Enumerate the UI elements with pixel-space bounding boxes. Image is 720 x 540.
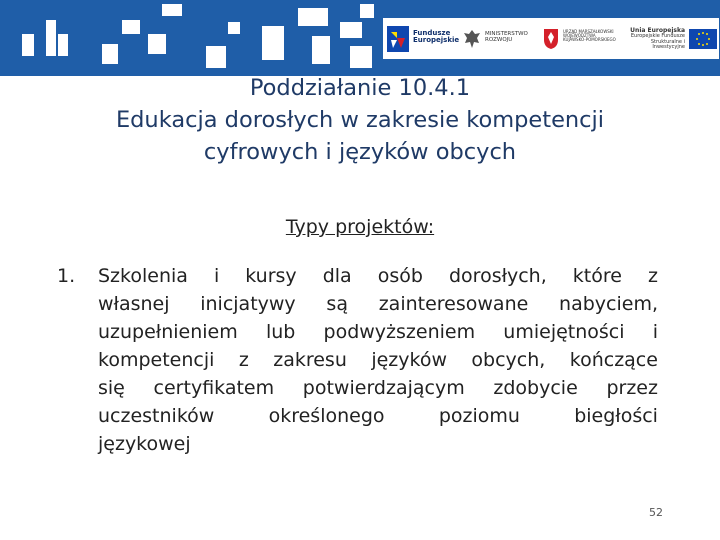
word: z (648, 265, 658, 287)
decor-square (102, 44, 118, 64)
word: kompetencji (98, 349, 215, 371)
word: certyfikatem (153, 377, 275, 399)
logo-text-line: ROZWOJU (485, 36, 513, 43)
title-line: cyfrowych i języków obcych (203, 139, 517, 165)
title-line: Poddziałanie 10.4.1 (249, 75, 471, 101)
logo-text-line: Strukturalne i Inwestycyjne (650, 38, 685, 50)
text-line (98, 402, 658, 430)
word: uzupełnieniem (98, 321, 238, 343)
word: dorosłych, (448, 265, 547, 287)
word: językowej (98, 433, 191, 455)
word: określonego (268, 405, 385, 427)
logo-text-line: Unia Europejska (630, 27, 685, 34)
decor-square (206, 46, 226, 68)
decor-square (58, 34, 68, 56)
word: lub (265, 321, 296, 343)
text-line (98, 374, 658, 402)
word: języków (371, 349, 447, 371)
text-line (98, 318, 658, 346)
word: i (213, 265, 220, 287)
word: biegłości (574, 405, 658, 427)
word: nabyciem, (559, 293, 658, 315)
word: umiejętności (503, 321, 625, 343)
word: z (238, 349, 249, 371)
title-line: Edukacja dorosłych w zakresie kompetencji (115, 107, 605, 133)
decor-square (350, 46, 372, 68)
word: przez (606, 377, 658, 399)
word: zakresu (273, 349, 347, 371)
word: inicjatywy (200, 293, 296, 315)
ministerstwo-logo (459, 18, 539, 59)
word: dla (322, 265, 352, 287)
word: poziomu (438, 405, 520, 427)
word: zdobycie (493, 377, 578, 399)
word: które (572, 265, 622, 287)
wojewodztwo-logo (539, 18, 619, 59)
word: się (98, 377, 125, 399)
decor-square (262, 26, 284, 60)
fundusze-europejskie-logo (385, 18, 459, 59)
word: są (326, 293, 348, 315)
word: potwierdzającym (302, 377, 465, 399)
word: kursy (245, 265, 297, 287)
decor-square (122, 20, 140, 34)
decor-square (312, 36, 330, 64)
text-line (98, 290, 658, 318)
logo-text-line: Europejskie (413, 36, 460, 45)
word: osób (377, 265, 423, 287)
logo-text-line: Europejskie Fundusze (630, 33, 685, 40)
eu-flag-icon (689, 29, 717, 49)
decor-square (148, 34, 166, 54)
fundusze-star-icon (387, 26, 409, 52)
text-line (98, 430, 658, 458)
list-number: 1. (57, 265, 76, 287)
list-item-text (98, 262, 658, 458)
word: obcych, (471, 349, 546, 371)
logo-text-line: WOJEWÓDZTWA (563, 33, 596, 39)
text-line (98, 262, 658, 290)
logo-text-line: Fundusze (413, 29, 451, 37)
word: uczestników (98, 405, 215, 427)
decor-square (162, 4, 182, 16)
decor-square (22, 34, 34, 56)
subheading: Typy projektów: (285, 216, 435, 238)
word: zainteresowane (378, 293, 529, 315)
text-line (98, 346, 658, 374)
logo-text-line: KUJAWSKO-POMORSKIEGO (563, 37, 616, 43)
word: podwyższeniem (323, 321, 476, 343)
unia-europejska-logo (619, 18, 719, 59)
word: własnej (98, 293, 170, 315)
word: i (652, 321, 658, 343)
kujawsko-pomorskie-crest-icon (543, 28, 559, 50)
decor-square (298, 8, 328, 26)
decor-square (228, 22, 240, 34)
decor-square (360, 4, 374, 18)
decor-square (46, 20, 56, 56)
decor-square (340, 22, 362, 38)
word: Szkolenia (98, 265, 188, 287)
logo-strip (383, 18, 719, 59)
eagle-emblem-icon (463, 28, 481, 50)
slide-title (40, 72, 680, 168)
page-number: 52 (649, 506, 663, 519)
word: kończące (569, 349, 658, 371)
logo-text-line: MINISTERSTWO (485, 31, 528, 37)
logo-text-line: URZĄD MARSZAŁKOWSKI (563, 29, 614, 34)
